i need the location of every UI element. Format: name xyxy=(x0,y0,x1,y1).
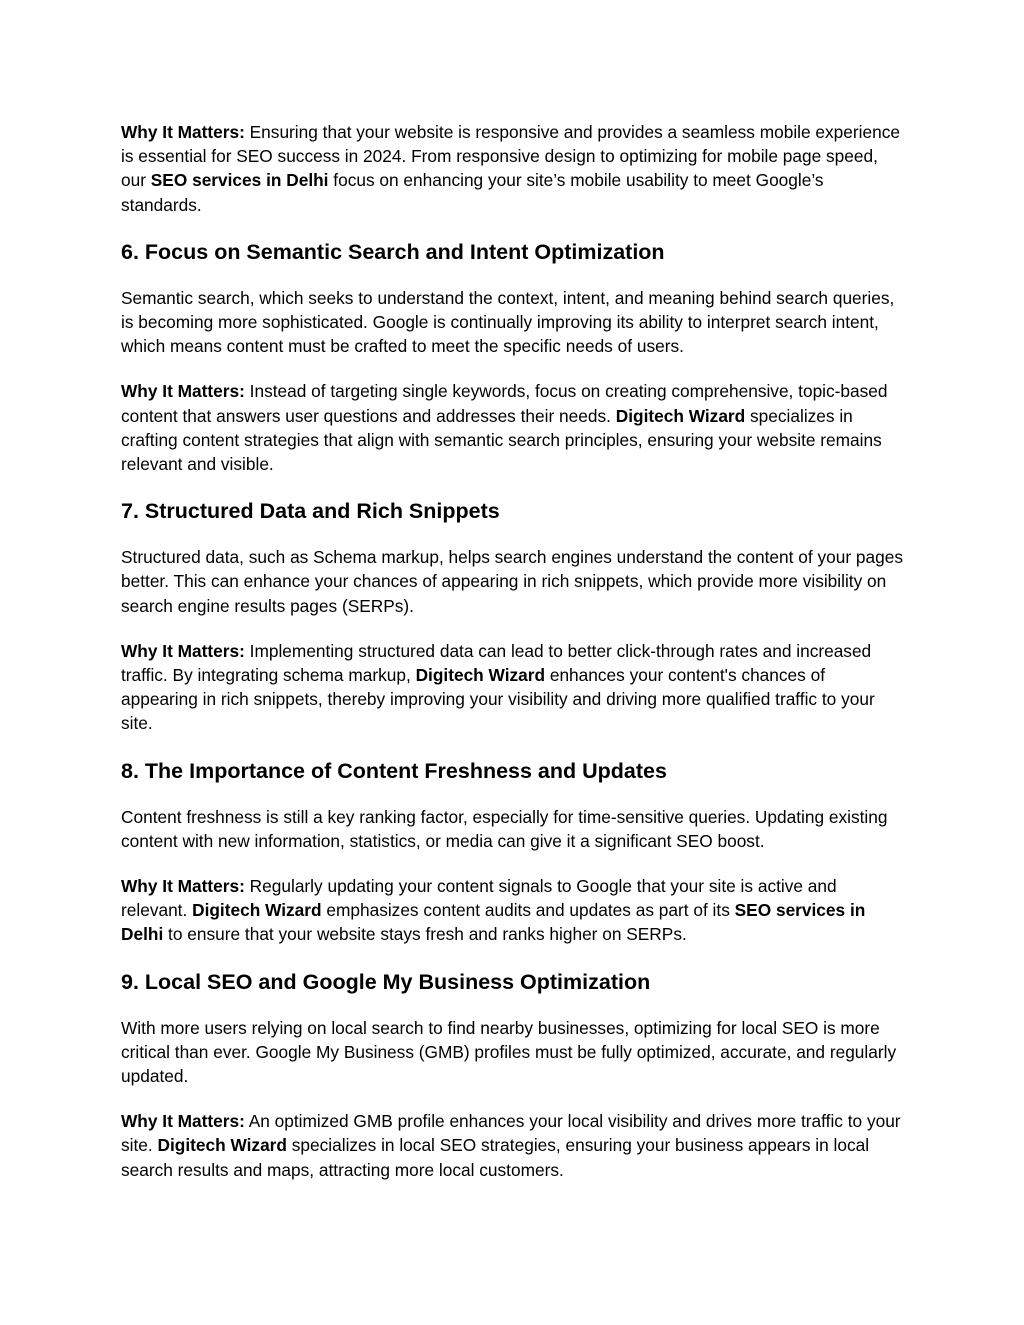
section-9-why xyxy=(121,1109,906,1182)
brand-name: Digitech Wizard xyxy=(415,665,546,686)
section-8-heading: 8. The Importance of Content Freshness and Updates xyxy=(121,758,667,783)
section-7-why xyxy=(121,639,906,736)
why-label: Why It Matters: xyxy=(121,640,245,661)
why-it-matters-mobile xyxy=(121,120,906,217)
paragraph-text: enhances your content's chances of appearing in rich snippets, thereby improving your visibility and driving more qualified traffic to your site. xyxy=(121,665,875,734)
paragraph-text: specializes in local SEO strategies, ensuring your business appears in local search results and maps, attracting more local customers. xyxy=(121,1135,870,1180)
paragraph-text: Ensuring that your website is responsive and provides a seamless mobile experience is essential for SEO success in 2024. From responsive design to optimizing for mobile page speed, our xyxy=(121,122,900,191)
section-6-heading: 6. Focus on Semantic Search and Intent Optimization xyxy=(121,239,665,264)
why-label: Why It Matters: xyxy=(121,1111,245,1132)
paragraph-text: emphasizes content audits and updates as part of its xyxy=(321,900,735,921)
why-label: Why It Matters: xyxy=(121,381,245,402)
paragraph-text: Instead of targeting single keywords, focus on creating comprehensive, topic-based content that answers user questions and addresses their needs. xyxy=(121,381,888,426)
section-6-why xyxy=(121,379,906,476)
section-7-intro: Structured data, such as Schema markup, helps search engines understand the content of your pages better. This can enhance your chances of appearing in rich snippets, which provide more visibility on search engine results pages (SERPs). xyxy=(121,547,903,616)
paragraph-text: Regularly updating your content signals to Google that your site is active and relevant. xyxy=(121,876,837,921)
section-8-intro: Content freshness is still a key ranking factor, especially for time-sensitive queries. Updating existing content with new information, statistics, or media can give it a significant SEO boost. xyxy=(121,806,888,851)
brand-name: Digitech Wizard xyxy=(157,1135,287,1156)
section-8-why xyxy=(121,874,906,947)
paragraph-text: specializes in crafting content strategies that align with semantic search principles, ensuring your website remains relevant and visible. xyxy=(121,405,882,475)
brand-name: Digitech Wizard xyxy=(615,405,746,426)
section-6-intro: Semantic search, which seeks to understand the context, intent, and meaning behind search queries, is becoming more sophisticated. Google is continually improving its ability to interpret search intent, which means content must be crafted to meet the specific needs of users. xyxy=(121,287,895,357)
brand-name: Digitech Wizard xyxy=(192,900,322,921)
paragraph-text: focus on enhancing your site’s mobile usability to meet Google’s standards. xyxy=(121,170,824,215)
section-7-heading: 7. Structured Data and Rich Snippets xyxy=(121,499,500,524)
paragraph-text: Implementing structured data can lead to better click-through rates and increased traffic. By integrating schema markup, xyxy=(121,640,872,686)
bold-phrase: SEO services in Delhi xyxy=(121,900,866,945)
bold-phrase: SEO services in Delhi xyxy=(150,170,329,191)
paragraph-text: to ensure that your website stays fresh and ranks higher on SERPs. xyxy=(163,924,687,945)
paragraph-text: An optimized GMB profile enhances your local visibility and drives more traffic to your site. xyxy=(121,1111,901,1156)
why-label: Why It Matters: xyxy=(121,876,245,897)
why-label: Why It Matters: xyxy=(121,122,245,142)
section-9-heading: 9. Local SEO and Google My Business Optimization xyxy=(121,969,651,994)
section-9-intro: With more users relying on local search to find nearby businesses, optimizing for local SEO is more critical than ever. Google My Business (GMB) profiles must be fully optimized, accurate, and regularly updated. xyxy=(121,1017,897,1087)
page-content xyxy=(121,120,906,1182)
